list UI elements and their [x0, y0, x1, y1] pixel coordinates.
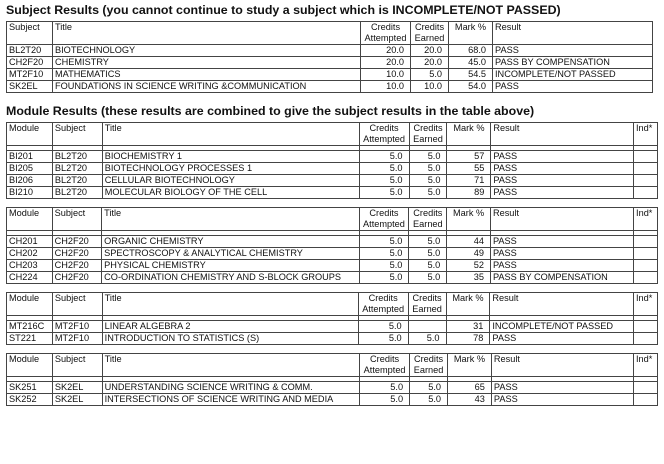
table-cell: 20.0 — [361, 45, 411, 57]
table-cell: 5.0 — [359, 236, 409, 248]
table-cell: BL2T20 — [52, 187, 102, 199]
table-cell: 5.0 — [409, 236, 447, 248]
table-cell: 52 — [447, 260, 491, 272]
table-cell — [633, 382, 657, 394]
table-row — [7, 175, 658, 187]
table-cell: CO-ORDINATION CHEMISTRY AND S-BLOCK GROUPS — [102, 272, 359, 284]
table-cell — [408, 321, 446, 333]
table-cell: BL2T20 — [7, 45, 53, 57]
table-header-row — [7, 208, 658, 231]
column-header: Credits Earned — [409, 123, 447, 146]
table-cell: PASS — [490, 248, 633, 260]
column-header: Module — [7, 208, 53, 231]
table-cell: 5.0 — [411, 69, 449, 81]
table-row — [7, 163, 658, 175]
table-cell: CH2F20 — [7, 57, 53, 69]
table-header-row — [7, 123, 658, 146]
table-cell: BIOTECHNOLOGY PROCESSES 1 — [102, 163, 359, 175]
table-cell: MATHEMATICS — [53, 69, 361, 81]
table-cell: INTERSECTIONS OF SCIENCE WRITING AND MEDIA — [102, 394, 360, 406]
column-header: Credits Earned — [409, 208, 447, 231]
column-header: Title — [102, 123, 359, 146]
table-cell: MOLECULAR BIOLOGY OF THE CELL — [102, 187, 359, 199]
table-cell: 10.0 — [361, 69, 411, 81]
table-cell: 5.0 — [360, 382, 410, 394]
table-row — [7, 321, 658, 333]
table-row — [7, 248, 658, 260]
column-header: Result — [490, 208, 633, 231]
column-header: Ind* — [633, 354, 657, 377]
column-header: Credits Earned — [410, 354, 448, 377]
table-cell — [633, 163, 657, 175]
table-cell: 89 — [447, 187, 491, 199]
column-header: Mark % — [449, 22, 493, 45]
column-header: Ind* — [634, 293, 658, 316]
table-cell: BI210 — [7, 187, 53, 199]
column-header: Result — [491, 354, 633, 377]
table-cell: SK2EL — [7, 81, 53, 93]
table-cell: 5.0 — [359, 163, 409, 175]
table-cell: CH203 — [7, 260, 53, 272]
table-cell: 44 — [447, 236, 491, 248]
column-header: Title — [102, 208, 359, 231]
table-cell: LINEAR ALGEBRA 2 — [102, 321, 358, 333]
column-header: Subject — [52, 293, 102, 316]
column-header: Mark % — [447, 123, 491, 146]
table-cell: 5.0 — [408, 333, 446, 345]
table-cell: 65 — [448, 382, 492, 394]
table-cell: UNDERSTANDING SCIENCE WRITING & COMM. — [102, 382, 360, 394]
subject-results-container — [6, 21, 658, 93]
table-cell: 78 — [446, 333, 490, 345]
table-cell: INCOMPLETE/NOT PASSED — [490, 321, 634, 333]
column-header: Credits Attempted — [359, 123, 409, 146]
table-cell: BI206 — [7, 175, 53, 187]
subject-results-heading: Subject Results (you cannot continue to study a subject which is INCOMPLETE/NOT PASSED) — [6, 3, 561, 17]
table-cell: SK2EL — [52, 394, 102, 406]
column-header: Module — [7, 354, 53, 377]
table-cell: CH2F20 — [52, 260, 102, 272]
column-header: Mark % — [447, 208, 491, 231]
table-cell: BI201 — [7, 151, 53, 163]
table-cell: PASS — [491, 187, 634, 199]
table-cell: PASS BY COMPENSATION — [493, 57, 653, 69]
table-cell: 5.0 — [358, 333, 408, 345]
table-cell: PASS — [493, 81, 653, 93]
table-cell — [633, 151, 657, 163]
module-results-container — [6, 122, 658, 406]
table-cell: PASS — [491, 163, 634, 175]
table-cell: ST221 — [7, 333, 53, 345]
table-cell: PASS — [491, 175, 634, 187]
table-cell: PASS — [490, 236, 633, 248]
table-cell: 5.0 — [409, 163, 447, 175]
table-cell: MT2F10 — [7, 69, 53, 81]
table-cell: ORGANIC CHEMISTRY — [102, 236, 359, 248]
table-cell: SK251 — [7, 382, 53, 394]
table-cell: INCOMPLETE/NOT PASSED — [493, 69, 653, 81]
table-cell: SK2EL — [52, 382, 102, 394]
table-cell: 5.0 — [359, 175, 409, 187]
table-cell: 5.0 — [360, 394, 410, 406]
table-row — [7, 45, 653, 57]
table-cell — [634, 321, 658, 333]
table-cell: MT2F10 — [52, 321, 102, 333]
table-cell: 68.0 — [449, 45, 493, 57]
table-cell: BL2T20 — [52, 151, 102, 163]
table-cell: CH224 — [7, 272, 53, 284]
table-cell: MT2F10 — [52, 333, 102, 345]
table-cell: 5.0 — [359, 248, 409, 260]
table-row — [7, 236, 658, 248]
table-cell: BIOCHEMISTRY 1 — [102, 151, 359, 163]
table-cell: 5.0 — [410, 394, 448, 406]
table-cell: 10.0 — [361, 81, 411, 93]
column-header: Mark % — [446, 293, 490, 316]
table-cell: 20.0 — [411, 57, 449, 69]
table-cell: 35 — [447, 272, 491, 284]
column-header: Module — [7, 293, 53, 316]
module-results-table — [6, 207, 658, 284]
table-cell: 55 — [447, 163, 491, 175]
table-cell: BIOTECHNOLOGY — [53, 45, 361, 57]
table-cell: CELLULAR BIOTECHNOLOGY — [102, 175, 359, 187]
table-cell: CH2F20 — [52, 248, 102, 260]
table-row — [7, 57, 653, 69]
table-cell: BL2T20 — [52, 175, 102, 187]
table-row — [7, 151, 658, 163]
subject-results-table — [6, 21, 653, 93]
column-header: Subject — [52, 354, 102, 377]
table-cell — [634, 272, 658, 284]
column-header: Credits Attempted — [358, 293, 408, 316]
table-cell: SK252 — [7, 394, 53, 406]
table-cell: 49 — [447, 248, 491, 260]
table-cell: 5.0 — [410, 382, 448, 394]
column-header: Credits Earned — [411, 22, 449, 45]
table-cell: 5.0 — [359, 151, 409, 163]
table-row — [7, 382, 658, 394]
column-header: Credits Attempted — [360, 354, 410, 377]
column-header: Subject — [7, 22, 53, 45]
table-cell: 43 — [448, 394, 492, 406]
table-row — [7, 394, 658, 406]
table-cell: PASS — [493, 45, 653, 57]
table-row — [7, 260, 658, 272]
module-results-table — [6, 122, 658, 199]
table-cell: MT216C — [7, 321, 53, 333]
column-header: Result — [490, 293, 634, 316]
table-row — [7, 187, 658, 199]
table-cell: PASS BY COMPENSATION — [490, 272, 633, 284]
table-cell: 45.0 — [449, 57, 493, 69]
table-cell: 20.0 — [361, 57, 411, 69]
table-cell: PHYSICAL CHEMISTRY — [102, 260, 359, 272]
table-cell: CH201 — [7, 236, 53, 248]
column-header: Title — [53, 22, 361, 45]
table-cell: 5.0 — [359, 272, 409, 284]
table-cell: 5.0 — [409, 272, 447, 284]
table-cell: PASS — [490, 260, 633, 272]
column-header: Module — [7, 123, 53, 146]
table-cell: 5.0 — [409, 248, 447, 260]
table-cell: CH2F20 — [52, 236, 102, 248]
table-cell: 5.0 — [409, 260, 447, 272]
column-header: Credits Earned — [408, 293, 446, 316]
table-cell: PASS — [491, 382, 633, 394]
table-cell: 5.0 — [409, 187, 447, 199]
table-cell — [633, 187, 657, 199]
column-header: Ind* — [633, 123, 657, 146]
module-results-heading: Module Results (these results are combined to give the subject results in the table above) — [6, 104, 535, 118]
table-cell — [633, 175, 657, 187]
module-results-table — [6, 292, 658, 345]
table-row — [7, 272, 658, 284]
column-header: Title — [102, 354, 360, 377]
table-header-row — [7, 293, 658, 316]
table-cell: 20.0 — [411, 45, 449, 57]
table-cell: 5.0 — [409, 175, 447, 187]
table-cell: 57 — [447, 151, 491, 163]
table-cell — [634, 236, 658, 248]
table-cell: 54.0 — [449, 81, 493, 93]
table-cell: 31 — [446, 321, 490, 333]
table-row — [7, 69, 653, 81]
table-cell: SPECTROSCOPY & ANALYTICAL CHEMISTRY — [102, 248, 359, 260]
table-cell: 5.0 — [409, 151, 447, 163]
column-header: Credits Attempted — [359, 208, 409, 231]
table-cell — [634, 248, 658, 260]
column-header: Result — [493, 22, 653, 45]
table-cell: 54.5 — [449, 69, 493, 81]
column-header: Title — [102, 293, 358, 316]
table-cell: 10.0 — [411, 81, 449, 93]
table-row — [7, 333, 658, 345]
table-cell: PASS — [491, 394, 633, 406]
column-header: Subject — [52, 123, 102, 146]
column-header: Result — [491, 123, 634, 146]
table-cell: 5.0 — [359, 187, 409, 199]
column-header: Subject — [52, 208, 102, 231]
column-header: Credits Attempted — [361, 22, 411, 45]
table-cell: PASS — [491, 151, 634, 163]
table-cell: 71 — [447, 175, 491, 187]
table-header-row — [7, 22, 653, 45]
table-row — [7, 81, 653, 93]
table-cell: CH2F20 — [52, 272, 102, 284]
table-cell: CHEMISTRY — [53, 57, 361, 69]
column-header: Ind* — [634, 208, 658, 231]
table-cell: PASS — [490, 333, 634, 345]
column-header: Mark % — [448, 354, 492, 377]
table-cell: BL2T20 — [52, 163, 102, 175]
table-cell: BI205 — [7, 163, 53, 175]
table-cell — [633, 394, 657, 406]
table-cell — [634, 333, 658, 345]
module-results-table — [6, 353, 658, 406]
table-header-row — [7, 354, 658, 377]
table-cell: CH202 — [7, 248, 53, 260]
table-cell: FOUNDATIONS IN SCIENCE WRITING &COMMUNICATION — [53, 81, 361, 93]
table-cell: 5.0 — [358, 321, 408, 333]
table-cell: INTRODUCTION TO STATISTICS (S) — [102, 333, 358, 345]
table-cell: 5.0 — [359, 260, 409, 272]
table-cell — [634, 260, 658, 272]
